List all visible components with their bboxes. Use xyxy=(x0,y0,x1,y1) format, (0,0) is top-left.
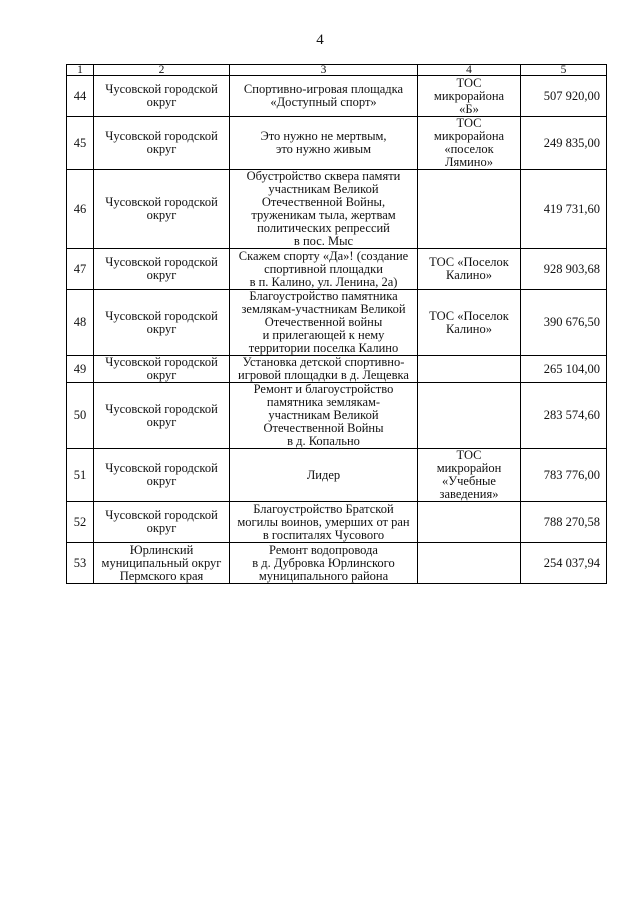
tos-cell xyxy=(418,356,521,383)
municipality-cell: Юрлинский муниципальный округ Пермского края xyxy=(94,543,230,584)
municipality-cell: Чусовской городской округ xyxy=(94,356,230,383)
amount-cell: 283 574,60 xyxy=(521,383,607,449)
amount-cell: 783 776,00 xyxy=(521,449,607,502)
project-cell: Благоустройство Братской могилы воинов, умерших от ран в госпиталях Чусового xyxy=(230,502,418,543)
table-row xyxy=(67,543,607,584)
column-header: 5 xyxy=(521,65,607,76)
row-number: 53 xyxy=(67,543,94,584)
amount-cell: 265 104,00 xyxy=(521,356,607,383)
row-number: 51 xyxy=(67,449,94,502)
project-cell: Скажем спорту «Да»! (создание спортивной площадки в п. Калино, ул. Ленина, 2а) xyxy=(230,249,418,290)
project-cell: Лидер xyxy=(230,449,418,502)
amount-cell: 249 835,00 xyxy=(521,117,607,170)
project-cell: Обустройство сквера памяти участникам Великой Отечественной Войны, труженикам тыла, жертвам политических репрессий в пос. Мыс xyxy=(230,170,418,249)
table-row xyxy=(67,290,607,356)
tos-cell: ТОС микрорайона «поселок Лямино» xyxy=(418,117,521,170)
municipality-cell: Чусовской городской округ xyxy=(94,383,230,449)
amount-cell: 788 270,58 xyxy=(521,502,607,543)
row-number: 52 xyxy=(67,502,94,543)
row-number: 45 xyxy=(67,117,94,170)
tos-cell xyxy=(418,170,521,249)
column-header: 4 xyxy=(418,65,521,76)
tos-cell xyxy=(418,383,521,449)
amount-cell: 419 731,60 xyxy=(521,170,607,249)
tos-cell: ТОС микрорайона «Б» xyxy=(418,76,521,117)
page-number: 4 xyxy=(316,32,324,48)
municipality-cell: Чусовской городской округ xyxy=(94,449,230,502)
allocation-table xyxy=(66,64,607,584)
column-header: 3 xyxy=(230,65,418,76)
municipality-cell: Чусовской городской округ xyxy=(94,76,230,117)
table-row xyxy=(67,356,607,383)
amount-cell: 507 920,00 xyxy=(521,76,607,117)
table-row xyxy=(67,449,607,502)
row-number: 48 xyxy=(67,290,94,356)
municipality-cell: Чусовской городской округ xyxy=(94,117,230,170)
project-cell: Это нужно не мертвым, это нужно живым xyxy=(230,117,418,170)
table-row xyxy=(67,249,607,290)
table-header-row xyxy=(67,65,607,76)
row-number: 46 xyxy=(67,170,94,249)
table-row xyxy=(67,383,607,449)
row-number: 44 xyxy=(67,76,94,117)
tos-cell xyxy=(418,543,521,584)
project-cell: Установка детской спортивно- игровой площадки в д. Лещевка xyxy=(230,356,418,383)
municipality-cell: Чусовской городской округ xyxy=(94,290,230,356)
table-row xyxy=(67,502,607,543)
municipality-cell: Чусовской городской округ xyxy=(94,170,230,249)
tos-cell: ТОС микрорайон «Учебные заведения» xyxy=(418,449,521,502)
tos-cell: ТОС «Поселок Калино» xyxy=(418,290,521,356)
project-cell: Благоустройство памятника землякам-участникам Великой Отечественной войны и прилегающей к нему территории поселка Калино xyxy=(230,290,418,356)
row-number: 47 xyxy=(67,249,94,290)
project-cell: Ремонт и благоустройство памятника землякам- участникам Великой Отечественной Войны в д. Копально xyxy=(230,383,418,449)
municipality-cell: Чусовской городской округ xyxy=(94,249,230,290)
column-header: 1 xyxy=(67,65,94,76)
project-cell: Ремонт водопровода в д. Дубровка Юрлинского муниципального района xyxy=(230,543,418,584)
tos-cell: ТОС «Поселок Калино» xyxy=(418,249,521,290)
table-row xyxy=(67,76,607,117)
column-header: 2 xyxy=(94,65,230,76)
row-number: 49 xyxy=(67,356,94,383)
amount-cell: 928 903,68 xyxy=(521,249,607,290)
table-row xyxy=(67,170,607,249)
project-cell: Спортивно-игровая площадка «Доступный спорт» xyxy=(230,76,418,117)
table-row xyxy=(67,117,607,170)
tos-cell xyxy=(418,502,521,543)
amount-cell: 390 676,50 xyxy=(521,290,607,356)
municipality-cell: Чусовской городской округ xyxy=(94,502,230,543)
amount-cell: 254 037,94 xyxy=(521,543,607,584)
row-number: 50 xyxy=(67,383,94,449)
